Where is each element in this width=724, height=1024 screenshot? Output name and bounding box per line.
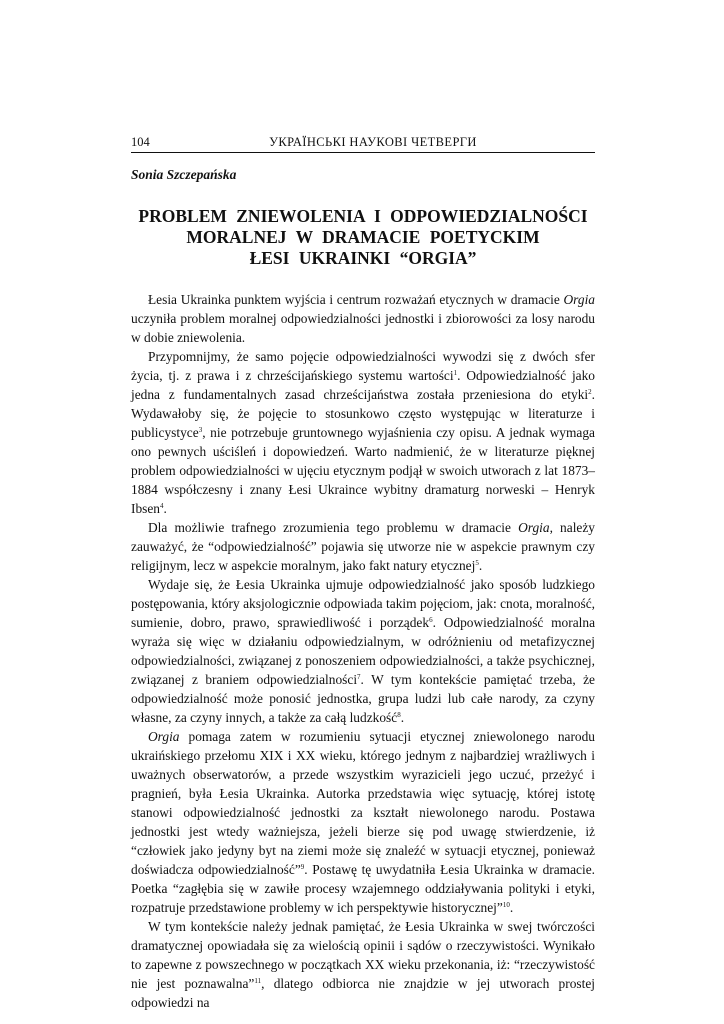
footnote-marker: 10 xyxy=(502,901,510,909)
text-run: . Wydawałoby się, że pojęcie to stosunkowo często występując w literaturze i publicystyce xyxy=(131,387,595,440)
text-run: . W tym kontekście pamiętać trzeba, że odpowiedzialność może ponosić jednostka, grupa ludzi lub całe narody, za czyny własne, za czyny innych, a także za całą ludzkość xyxy=(131,672,595,725)
text-run: Łesia Ukrainka punktem wyjścia i centrum rozważań etycznych w dramacie xyxy=(148,292,564,307)
title-line: MORALNEJ W DRAMACIE POETYCKIM xyxy=(186,227,540,247)
article-body xyxy=(131,290,595,1012)
text-run: . Postawę tę uwydatniła Łesia Ukrainka w dramacie. Poetka “zagłębia się w zawiłe procesy wzajemnego oddziaływania polityki i etyki, rozpatruje przedstawione problemy w ich perspektywie historycznej” xyxy=(131,862,595,915)
article-title xyxy=(131,206,595,269)
text-run: . Odpowiedzialność jako jedna z fundamentalnych zasad chrześcijaństwa została przeniesiona do etyki xyxy=(131,368,595,402)
text-run: Dla możliwie trafnego zrozumienia tego problemu w dramacie xyxy=(148,520,519,535)
running-header xyxy=(131,135,595,153)
italic-title: Orgia xyxy=(563,292,595,307)
italic-title: Orgia xyxy=(518,520,550,535)
body-paragraph xyxy=(131,917,595,1012)
footnote-marker: 4 xyxy=(160,502,164,510)
text-run: , nie potrzebuje gruntownego wyjaśnienia czy opisu. A jednak wymaga ono pewnych uściśleń i dopowiedzeń. Warto nadmienić, że w literaturze pięknej problem odpowiedzialności w ujęciu etycznym podjął w swoich utworach z lat 1873–1884 współczesny i znany Łesi Ukraince wybitny dramaturg norweski – Henryk Ibsen xyxy=(131,425,595,516)
text-run: pomaga zatem w rozumieniu sytuacji etycznej zniewolonego narodu ukraińskiego przełomu XIX i XX wieku, którego jednym z najbardziej wrażliwych i uważnych obserwatorów, a przede wszystkim wyrazicieli jego uczuć, przeżyć i pragnień, była Łesia Ukrainka. Autorka przedstawia więc sytuację, której istotę stanowi odpowiedzialność jednostki za kształt niewolonego narodu. Postawa jednostki jest wtedy ważniejsza, jeżeli bierze się pod uwagę stwierdzenie, iż “człowiek jako jedyny byt na ziemi może się znaleźć w sytuacji etycznej, ponieważ doświadcza odpowiedzialność” xyxy=(131,729,595,877)
text-run: W tym kontekście należy jednak pamiętać, że Łesia Ukrainka w swej twórczości dramatycznej opowiadała się za wielością opinii i sądów o rzeczywistości. Wynikało to zapewne z powszechnego w początkach XX wieku przekonania, iż: “rzeczywistość nie jest poznawalna” xyxy=(131,919,595,991)
text-run: . xyxy=(509,900,514,915)
footnote-marker: 9 xyxy=(300,863,305,871)
page-number: 104 xyxy=(131,135,150,149)
footnote-marker: 1 xyxy=(453,369,458,377)
journal-title: УКРАЇНСЬКІ НАУКОВІ ЧЕТВЕРГИ xyxy=(269,135,477,149)
footnote-marker: 7 xyxy=(357,673,361,681)
italic-title: Orgia xyxy=(148,729,180,744)
text-run: . xyxy=(163,501,167,516)
text-run: , dlatego odbiorca nie znajdzie w jej utworach prostej odpowiedzi na xyxy=(131,976,595,1010)
text-run: Wydaje się, że Łesia Ukrainka ujmuje odpowiedzialność jako sposób ludzkiego postępowania, który aksjologicznie odpowiada takim pojęciom, jak: cnota, moralność, sumienie, dobro, prawo, sprawiedliwość i porządek xyxy=(131,577,595,630)
author-name: Sonia Szczepańska xyxy=(131,167,237,182)
text-run: . Odpowiedzialność moralna wyraża się więc w działaniu odpowiedzialnym, w odróżnieniu od metafizycznej odpowiedzialności, związanej z ponoszeniem odpowiedzialności, a także psychicznej, związanej z braniem odpowiedzialności xyxy=(131,615,596,687)
body-paragraph xyxy=(131,575,595,727)
body-paragraph xyxy=(131,290,595,347)
footnote-marker: 3 xyxy=(198,426,203,434)
footnote-marker: 6 xyxy=(429,616,433,624)
text-run: Przypomnijmy, że samo pojęcie odpowiedzialności wywodzi się z dwóch sfer życia, tj. z prawa i z chrześcijańskiego systemu wartości xyxy=(131,349,595,383)
footnote-marker: 2 xyxy=(588,388,592,396)
text-run: uczyniła problem moralnej odpowiedzialności jednostki i zbiorowości za losy narodu w dobie zniewolenia. xyxy=(131,311,595,345)
title-line: ŁESI UKRAINKI “ORGIA” xyxy=(249,248,477,268)
text-run: . xyxy=(400,710,405,725)
footnote-marker: 8 xyxy=(397,711,401,719)
text-run: , należy zauważyć, że “odpowiedzialność” pojawia się utworze nie w aspekcie prawnym czy religijnym, lecz w aspekcie moralnym, jako fakt natury etycznej xyxy=(131,520,595,573)
page xyxy=(131,135,595,1012)
title-line: PROBLEM ZNIEWOLENIA I ODPOWIEDZIALNOŚCI xyxy=(138,206,588,226)
body-paragraph xyxy=(131,518,595,575)
body-paragraph xyxy=(131,347,595,518)
text-run: . xyxy=(478,558,483,573)
body-paragraph xyxy=(131,727,595,917)
footnote-marker: 11 xyxy=(254,977,262,985)
footnote-marker: 5 xyxy=(475,559,479,567)
